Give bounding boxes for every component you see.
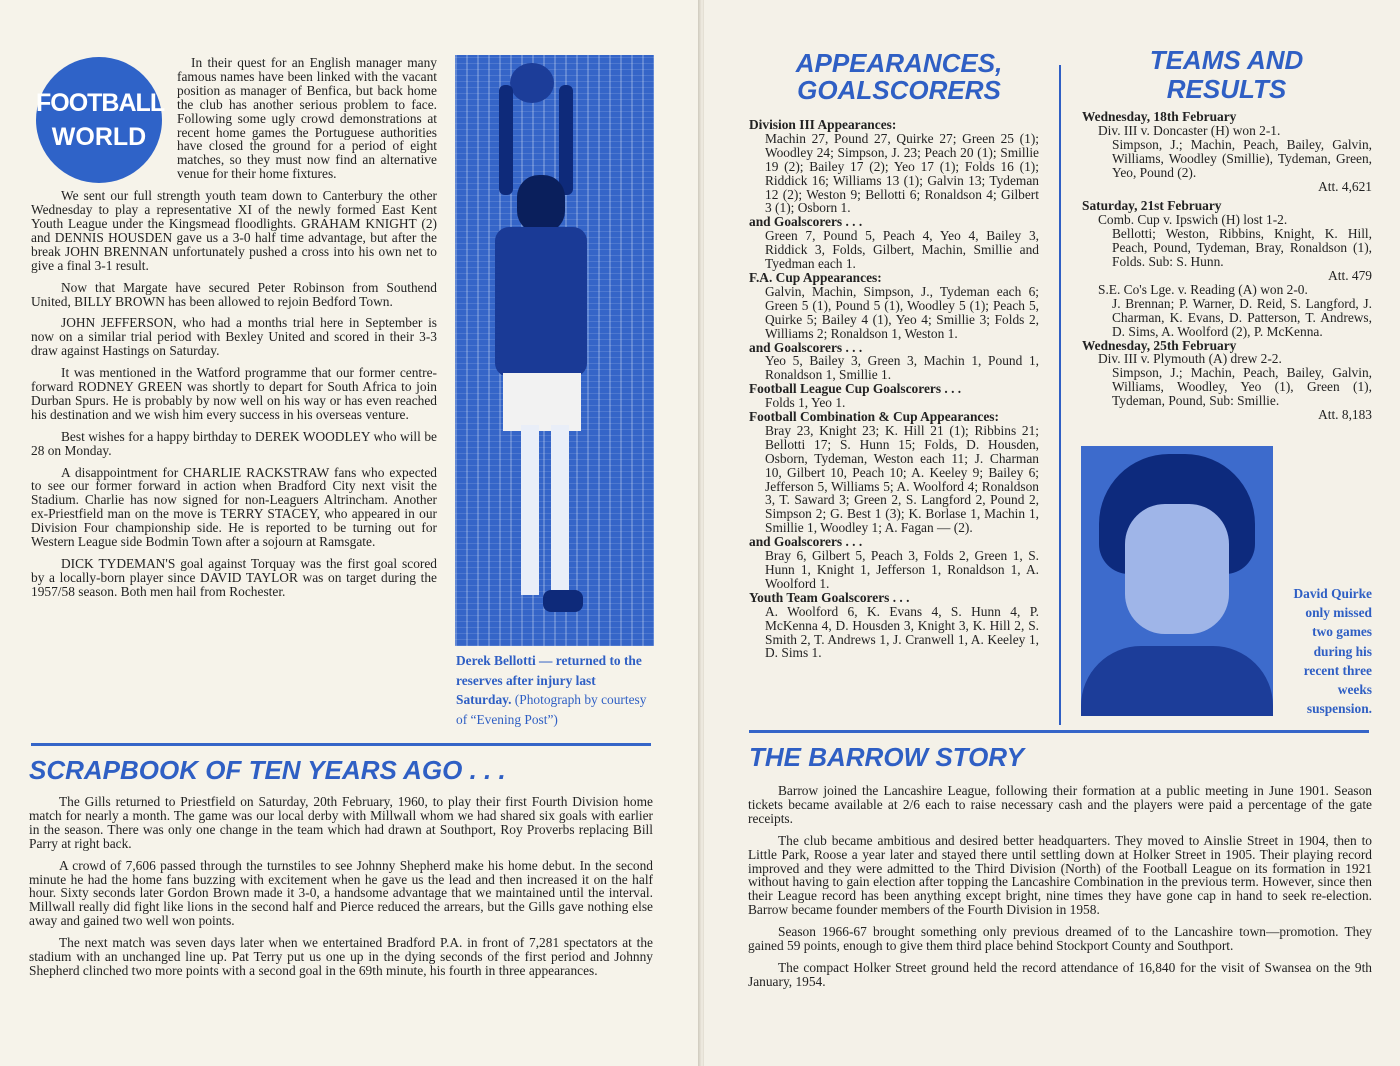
- barrow-rule: [749, 730, 1369, 733]
- photo-head: [517, 175, 565, 233]
- scrapbook-paragraph-3: The next match was seven days later when we entertained Bradford P.A. in front of 7,281 spectators at the stadium with an unchanged line up. Pat Terry put us one up in the dying seconds of the first period and Johnny Shepherd clinched two more points with a second goal in the 69th minute, his fourth in three appearances.: [29, 935, 653, 978]
- photo-shorts: [503, 373, 581, 431]
- appearances-column: [749, 118, 1039, 660]
- right-page: [704, 0, 1400, 1066]
- photo-leg-left: [521, 425, 539, 595]
- photo-leg-right: [551, 425, 569, 595]
- appearances-block: Division III Appearances: Machin 27, Pound 27, Quirke 27; Green 25 (1); Woodley 24; Simpson, J. 23; Peach 20 (1); Smillie 19 (2); Bailey 17 (2); Yeo 17 (1); Folds 16 (1); Riddick 16; Williams 13 (1); Galvin 13; Tydeman 12 (2); Weston 9; Bellotti 6; Ronaldson 4; Gilbert 3 (1); Osborn 1.: [749, 117, 1039, 216]
- result-block: Wednesday, 25th February Div. III v. Plymouth (A) drew 2-2. Simpson, J.; Machin, Peach, Bailey, Galvin, Williams, Woodley, Yeo (1), Green (1), Tydeman, Pound, Sub: Smillie. Att. 8,183: [1082, 337, 1372, 423]
- fw-paragraph-5: It was mentioned in the Watford programme that our former centre-forward RODNEY GREEN was shortly to depart for South Africa to join Durban Spurs. He is probably by now well on his way or has even reached his destination and we wish him every success in his overseas venture.: [31, 365, 437, 422]
- fw-paragraph-8: DICK TYDEMAN'S goal against Torquay was the first goal scored by a locally-born player since DAVID TAYLOR was on target during the 1957/58 season. Both men hail from Rochester.: [31, 556, 437, 599]
- barrow-paragraph-2: The club became ambitious and desired better headquarters. They moved to Ainslie Street in 1904, then to Little Park, Roose a year later and stayed there until settling down at Holker Street in 1905. Their playing record improved and they were admitted to the Third Division (North) of the Football League on its formation in 1921 without having to gain election after topping the Lancashire Combination in the previous term. However, since then their League record has been anything except bright, nine times they have gone cap in hand to seek re-election. Barrow became founder members of the Fourth Division in 1958.: [748, 832, 1372, 918]
- scrapbook-title: SCRAPBOOK OF TEN YEARS AGO . . .: [29, 755, 506, 785]
- photo-arm-left: [499, 85, 513, 195]
- column-divider: [1059, 65, 1061, 725]
- appearances-block: and Goalscorers . . . Green 7, Pound 5, Peach 4, Yeo 4, Bailey 3, Riddick 3, Folds, Gilbert, Machin, Smillie and Tyedman each 1.: [749, 214, 1039, 272]
- result-block: Wednesday, 18th February Div. III v. Doncaster (H) won 2-1. Simpson, J.; Machin, Peach, Bailey, Galvin, Williams, Woodley (Smillie), Tydeman, Green, Yeo, Pound (2). Att. 4,621: [1082, 109, 1372, 194]
- bellotti-photo: [455, 55, 654, 646]
- scrapbook-paragraph-1: The Gills returned to Priestfield on Saturday, 20th February, 1960, to play their first Fourth Division home match for nearly a month. The game was our local derby with Millwall whom we had shared six goals with earlier in the season. There was only one change in the team which had drawn at Southport, Roy Proverbs replacing Bill Parry at right back.: [29, 794, 653, 851]
- fw-paragraph-1: In their quest for an English manager many famous names have been linked with the vacant position as manager of Benfica, but back home the club has another serious problem to face. Following some ugly crowd demonstrations at recent home games the Portuguese authorities have closed the ground for a period of eight matches, so they must now find an alternative venue for their home fixtures.: [177, 55, 437, 182]
- photo-face: [1125, 504, 1229, 634]
- quirke-photo: [1081, 446, 1273, 716]
- barrow-title: THE BARROW STORY: [749, 742, 1024, 772]
- appearances-block: F.A. Cup Appearances: Galvin, Machin, Simpson, J., Tydeman each 6; Green 5 (1), Pound 5 (1), Woodley 5 (1); Peach 5, Quirke 5; Bailey 4 (1), Yeo 4; Smillie 3; Folds 2, Williams 2; Ronaldson 1, Weston 1.: [749, 269, 1039, 341]
- fw-paragraph-2: We sent our full strength youth team down to Canterbury the other Wednesday to play a representative XI of the newly formed East Kent Youth League under the Kingsmead floodlights. GRAHAM KNIGHT (2) and DENNIS HOUSDEN gave us a 3-0 half time advantage, but after the break JOHN BRENNAN unfortunately pushed a cross into his own net to give a final 3-1 result.: [31, 188, 437, 273]
- football-world-column: [31, 56, 437, 599]
- appearances-block: and Goalscorers . . . Bray 6, Gilbert 5, Peach 3, Folds 2, Green 1, S. Hunn 1, Knight 1, Jefferson 1, Ronaldson 1, A. Woolford 1.: [749, 534, 1039, 591]
- results-column: [1082, 110, 1372, 422]
- fw-paragraph-6: Best wishes for a happy birthday to DEREK WOODLEY who will be 28 on Monday.: [31, 428, 437, 458]
- result-block: S.E. Co's Lge. v. Reading (A) won 2-0. J. Brennan; P. Warner, D. Reid, S. Langford, J. Charman, K. Evans, D. Patterson, T. Andrews, D. Sims, A. Woolford (2), P. McKenna.: [1098, 281, 1372, 339]
- teams-results-title: TEAMS AND RESULTS: [1149, 45, 1304, 104]
- barrow-paragraph-3: Season 1966-67 brought something only previous dreamed of to the Lancashire town—promotion. They gained 59 points, enough to give them third place behind Stockport County and Southport.: [748, 924, 1372, 954]
- appearances-title: APPEARANCES, GOALSCORERS: [795, 48, 1003, 105]
- appearances-block: Youth Team Goalscorers . . . A. Woolford 6, K. Evans 4, S. Hunn 4, P. McKenna 4, D. Housden 3, Knight 3, K. Hill 2, S. Smith 2, T. Andrews 1, J. Cranwell 1, A. Keeley 1, D. Sims 1.: [749, 589, 1039, 661]
- scrapbook-column: [29, 795, 653, 978]
- photo-arm-right: [559, 85, 573, 195]
- barrow-paragraph-1: Barrow joined the Lancashire League, following their formation at a public meeting in June 1901. Season tickets became available at 2/6 each to raise necessary cash and the players were paid a percentage of the gate receipts.: [748, 783, 1372, 826]
- photo-shoulders: [1081, 646, 1273, 716]
- football-world-logo: FOOTBALL WORLD: [36, 57, 162, 183]
- fw-paragraph-3: Now that Margate have secured Peter Robinson from Southend United, BILLY BROWN has been allowed to rejoin Bedford Town.: [31, 279, 437, 309]
- photo-boots: [543, 590, 583, 612]
- fw-paragraph-7: A disappointment for CHARLIE RACKSTRAW fans who expected to see our former forward in action when Bradford City next visit the Stadium. Charlie has now signed for non-Leaguers Altrincham. Another ex-Priestfield man on the move is TERRY STACEY, who appeared in our Division Four championship side. He is reported to be turning out for Western League side Bodmin Town after a sojourn at Ramsgate.: [31, 464, 437, 550]
- scrapbook-rule: [31, 743, 651, 746]
- appearances-block: and Goalscorers . . . Yeo 5, Bailey 3, Green 3, Machin 1, Pound 1, Ronaldson 1, Smillie 1.: [749, 339, 1039, 383]
- photo-shirt: [495, 227, 587, 377]
- fw-paragraph-4: JOHN JEFFERSON, who had a months trial here in September is now on a similar trial period with Bexley United and scored in their 3-3 draw against Hastings on Saturday.: [31, 315, 437, 359]
- scrapbook-paragraph-2: A crowd of 7,606 passed through the turnstiles to see Johnny Shepherd make his home debut. In the second minute he had the home fans buzzing with excitement when he gave us the lead and then increased it on the half hour. Sixty seconds later Gordon Brown made it 3-0, a handsome advantage that we maintained until the interval. Millwall really did fight like lions in the second half and Pierce reduced the arrears, but the Gills gave nothing else away and gained two well won points.: [29, 857, 653, 929]
- quirke-caption: David Quirke only missed two games during his recent three weeks suspension.: [1293, 586, 1372, 717]
- bellotti-photo-caption: Derek Bellotti — returned to the reserves after injury last Saturday. (Photograph by courtesy of “Evening Post”): [456, 653, 647, 727]
- barrow-paragraph-4: The compact Holker Street ground held the record attendance of 16,840 for the visit of Swansea on the 9th January, 1954.: [748, 959, 1372, 989]
- result-block: Saturday, 21st February Comb. Cup v. Ipswich (H) lost 1-2. Bellotti; Weston, Ribbins, Knight, K. Hill, Peach, Pound, Tydeman, Bray, Ronaldson (1), Folds. Sub: S. Hunn. Att. 479: [1082, 198, 1372, 283]
- barrow-column: [748, 784, 1372, 989]
- appearances-block: Football League Cup Goalscorers . . . Folds 1, Yeo 1.: [749, 381, 962, 411]
- photo-ball: [510, 63, 554, 103]
- appearances-block: Football Combination & Cup Appearances: Bray 23, Knight 23; K. Hill 21 (1); Ribbins 21; Bellotti 17; S. Hunn 15; Folds, D. Housden, Osborn, Tydeman, Weston each 11; J. Charman 10, Gilbert 10, Peach 10; A. Keeley 9; Bailey 6; Jefferson 5, Williams 5; A. Woolford 4; Ronaldson 3, T. Saward 3; Green 2, S. Langford 2, Pound 2, Simpson 2; G. Best 1 (3); K. Borlase 1, Machin 1, Smillie 1, Woodley 1; A. Fagan — (2).: [749, 409, 1039, 536]
